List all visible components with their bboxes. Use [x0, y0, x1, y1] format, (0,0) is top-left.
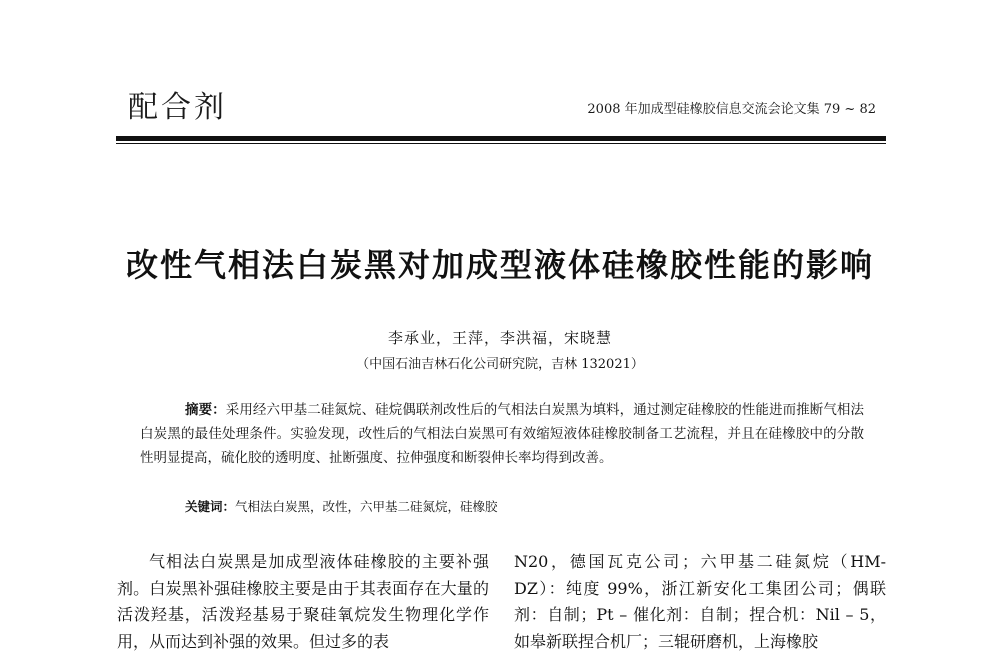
body-left-column: 气相法白炭黑是加成型液体硅橡胶的主要补强剂。白炭黑补强硅橡胶主要是由于其表面存在大量的活泼羟基，活泼羟基易于聚硅氧烷发生物理化学作用，从而达到补强的效果。但过多的表 [117, 552, 489, 651]
keywords [185, 497, 498, 515]
header-rule-thin [116, 143, 886, 144]
section-label: 配合剂 [128, 90, 227, 125]
running-head: 2008 年加成型硅橡胶信息交流会论文集 79 ~ 82 [587, 102, 876, 117]
keywords-label: 关键词： [185, 499, 236, 514]
abstract-label: 摘要： [185, 402, 226, 418]
abstract [140, 398, 864, 470]
affiliation: （中国石油吉林石化公司研究院，吉林 132021） [356, 357, 644, 372]
abstract-text: 采用经六甲基二硅氮烷、硅烷偶联剂改性后的气相法白炭黑为填料，通过测定硅橡胶的性能进而推断气相法白炭黑的最佳处理条件。实验发现，改性后的气相法白炭黑可有效缩短液体硅橡胶制备工艺流程，并且在硅橡胶中的分散性明显提高，硫化胶的透明度、扯断强度、拉伸强度和断裂伸长率均得到改善。 [140, 402, 865, 466]
authors: 李承业，王萍，李洪福，宋晓慧 [387, 329, 612, 347]
paper-title: 改性气相法白炭黑对加成型液体硅橡胶性能的影响 [125, 246, 874, 284]
keywords-text: 气相法白炭黑，改性，六甲基二硅氮烷，硅橡胶 [235, 499, 498, 514]
body-right-column: N20，德国瓦克公司；六甲基二硅氮烷（HM-DZ）：纯度 99%，浙江新安化工集团公司；偶联剂：自制；Pt – 催化剂：自制；捏合机：Nil – 5，如皋新联捏合机厂；三辊研磨机，上海橡胶 [514, 552, 886, 651]
header-rule-thick [116, 136, 886, 141]
